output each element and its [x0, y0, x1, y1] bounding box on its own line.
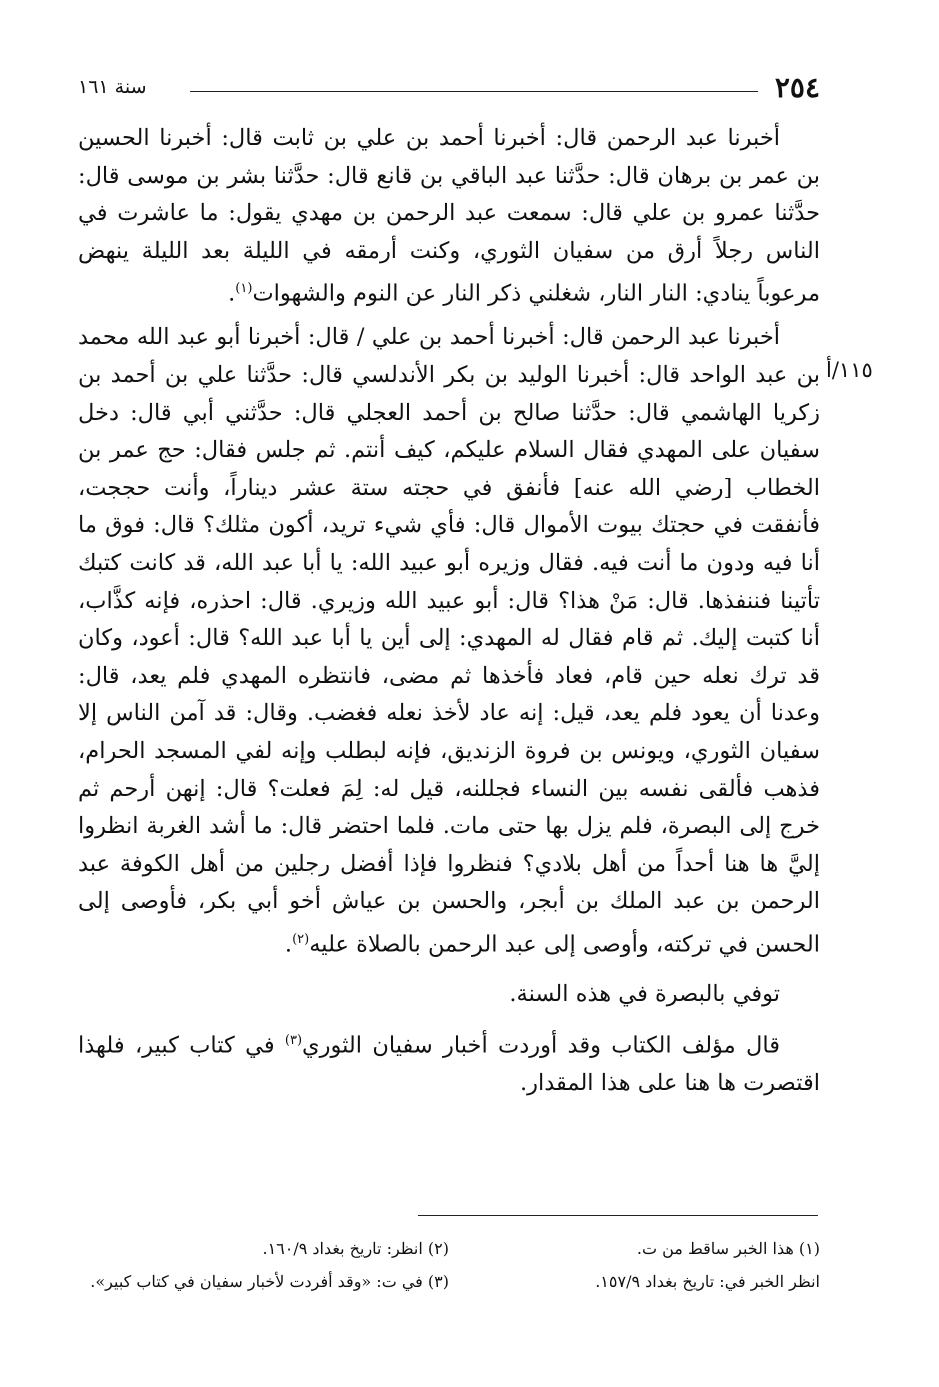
footnote-marker: (٢) — [292, 931, 310, 947]
footnote-row — [78, 1232, 820, 1265]
year-label: سنة ١٦١ — [78, 76, 147, 98]
footnote-marker: (١) — [235, 281, 253, 297]
running-header — [78, 70, 820, 106]
footnote-1: (١) هذا الخبر ساقط من ت. — [636, 1239, 820, 1258]
footnote-3: (٣) في ت: «وقد أفردت لأخبار سفيان في كتاب كبير». — [90, 1272, 449, 1291]
paragraph: أخبرنا عبد الرحمن قال: أخبرنا أحمد بن علي بن ثابت قال: أخبرنا الحسين بن عمر بن برهان قال: حدَّثنا عبد الباقي بن قانع قال: حدَّثنا بشر بن موسى قال: حدَّثنا عمرو بن علي قال: سمعت عبد الرحمن بن مهدي يقول: ما عاشرت في الناس رجلاً أرق من سفيان الثوري، وكنت أرمقه في الليلة بعد الليلة ينهض مرعوباً ينادي: النار النار، شغلني ذكر النار عن النوم والشهوات$^{(١)}$. — [78, 125, 820, 307]
footnote-2: (٢) انظر: تاريخ بغداد ١٦٠/٩. — [262, 1239, 449, 1258]
page-number: ٢٥٤ — [774, 71, 820, 104]
paragraph: توفي بالبصرة في هذه السنة. — [509, 981, 780, 1008]
footnote-row — [78, 1265, 820, 1298]
footnote-marker: (٣) — [284, 1032, 303, 1048]
footnote-rule — [418, 1215, 818, 1216]
paragraph: أخبرنا عبد الرحمن قال: أخبرنا أحمد بن علي / قال: أخبرنا أبو عبد الله محمد بن عبد الواحد قال: أخبرنا الوليد بن بكر الأندلسي قال: حدَّثنا علي بن أحمد بن زكريا الهاشمي قال: حدَّثنا صالح بن أحمد العجلي قال: حدَّثني أبي قال: دخل سفيان على المهدي فقال السلام عليكم، كيف أنتم. ثم جلس فقال: حج عمر بن الخطاب [رضي الله عنه] فأنفق في حجته ستة عشر ديناراً، وأنت حججت، فأنفقت في حجتك بيوت الأموال قال: فأي شيء تريد، أكون مثلك؟ قال: فوق ما أنا فيه ودون ما أنت فيه. فقال وزيره أبو عبيد الله: يا أبا عبد الله، قد كانت كتبك تأتينا فننفذها. قال: مَنْ هذا؟ قال: أبو عبيد الله وزيري. قال: احذره، فإنه كذَّاب، أنا كتبت إليك. ثم قام فقال له المهدي: إلى أين يا أبا عبد الله؟ قال: أعود، وكان قد ترك نعله حين قام، فعاد فأخذها ثم مضى، فانتظره المهدي فلم يعد، قال: وعدنا أن يعود فلم يعد، قيل: إنه عاد لأخذ نعله فغضب. وقال: قد آمن الناس إلا سفيان الثوري، ويونس بن فروة الزنديق، فإنه لبطلب وإنه لفي المسجد الحرام، فذهب فألقى نفسه بين النساء فجللنه، قيل له: لِمَ فعلت؟ قال: إنهن أرحم ثم خرج إلى البصرة، فلم يزل بها حتى مات. فلما احتضر قال: ما أشد الغربة انظروا إليَّ ها هنا أحداً من أهل بلادي؟ فنظروا فإذا أفضل رجلين من أهل الكوفة عبد الرحمن بن عبد الملك بن أبجر، والحسن بن عياش أخو أبي بكر، فأوصى إلى الحسن في تركته، وأوصى إلى عبد الرحمن بالصلاة عليه$^{(٢)}$. — [78, 324, 820, 958]
footnotes — [78, 1232, 820, 1298]
header-rule — [190, 91, 758, 92]
paragraph: قال مؤلف الكتاب وقد أوردت أخبار سفيان الثوري$^{(٣)}$ في كتاب كبير، فلهذا اقتصرت ها هنا على هذا المقدار. — [78, 1032, 820, 1096]
main-text — [78, 120, 820, 1102]
manuscript-folio-marker: ١١٥/أ — [826, 358, 873, 382]
footnote-1-source: انظر الخبر في: تاريخ بغداد ١٥٧/٩. — [595, 1272, 820, 1291]
